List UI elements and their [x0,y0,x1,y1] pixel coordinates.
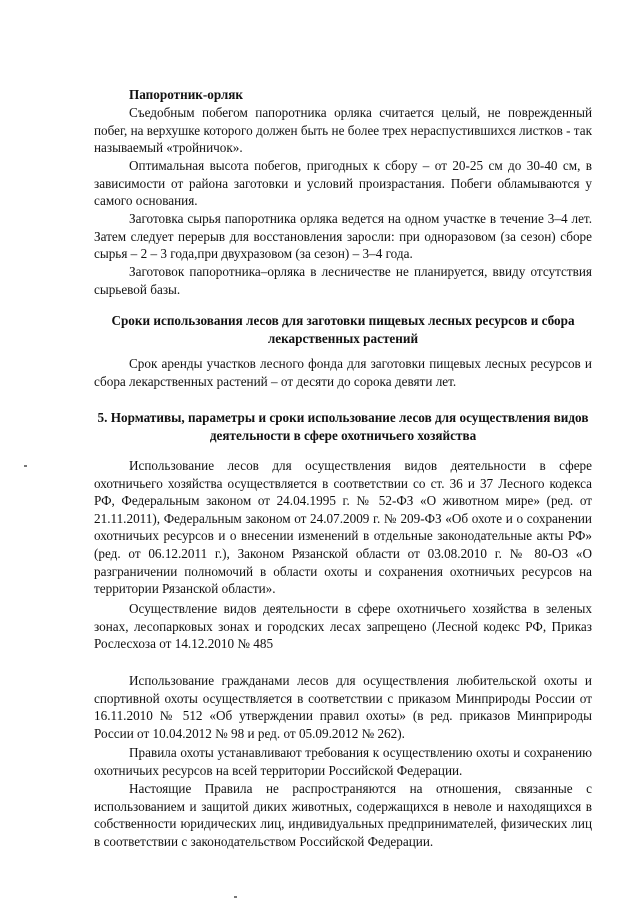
section-5-title-line-2: деятельности в сфере охотничьего хозяйства [209,427,477,443]
fern-paragraph-2: Оптимальная высота побегов, пригодных к сбору – от 20-25 см до 30-40 см, в зависимости от района заготовки и условий произрастания. Побеги обламываются у самого основания. [94,158,592,209]
terms-title-line-2: лекарственных растений [267,330,419,346]
section-5-title-line-1: 5. Нормативы, параметры и сроки использование лесов для осуществления видов [97,410,589,425]
fern-paragraph-4: Заготовок папоротника–орляка в лесничестве не планируется, ввиду отсутствия сырьевой базы. [94,264,592,297]
terms-title-line-1: Сроки использования лесов для заготовки пищевых лесных ресурсов и сбора [111,313,575,328]
fern-paragraph-1: Съедобным побегом папоротника орляка считается целый, не поврежденный побег, на верхушке которого должен быть не более трех нераспустившихся листков - так называемый «тройничок». [94,105,592,156]
hunting-paragraph-3: Использование гражданами лесов для осуществления любительской охоты и спортивной охоты осуществляется в соответствии с приказом Минприроды России от 16.11.2010 № 512 «Об утверждении правил охоты» (в ред. приказов Минприроды России от 10.04.2012 № 98 и ред. от 05.09.2012 № 262). [94,673,592,741]
hunting-paragraph-5: Настоящие Правила не распространяются на отношения, связанные с использованием и защитой диких животных, содержащихся в неволе и находящихся в собственности юридических лиц, индивидуальных предпринимателей, физических лиц в соответствии с законодательством Российской Федерации. [94,781,592,849]
scan-speck [24,465,27,467]
fern-paragraph-3: Заготовка сырья папоротника орляка ведется на одном участке в течение 3–4 лет. Затем следует перерыв для восстановления заросли: при одноразовом (за сезон) сборе сырья – 2 – 3 года,при двухразовом (за сезон) – 3–4 года. [94,211,592,262]
terms-paragraph: Срок аренды участков лесного фонда для заготовки пищевых лесных ресурсов и сбора лекарственных растений – от десяти до сорока девяти лет. [94,356,592,389]
scan-speck [234,896,237,898]
hunting-paragraph-2: Осуществление видов деятельности в сфере охотничьего хозяйства в зеленых зонах, лесопарковых зонах и городских лесах запрещено (Лесной кодекс РФ, Приказ Рослесхоза от 14.12.2010 № 485 [94,601,592,652]
hunting-paragraph-4: Правила охоты устанавливают требования к осуществлению охоты и сохранению охотничьих ресурсов на всей территории Российской Федерации. [94,745,592,778]
hunting-paragraph-1: Использование лесов для осуществления видов деятельности в сфере охотничьего хозяйства осуществляется в соответствии со ст. 36 и 37 Лесного кодекса РФ, Федеральным законом от 24.04.1995 г. № 52-ФЗ «О животном мире» (ред. от 21.11.2011), Федеральным законом от 24.07.2009 г. № 209-ФЗ «Об охоте и о сохранении охотничьих ресурсов и о внесении изменений в отдельные законодательные акты РФ» (ред. от 06.12.2011 г.), Законом Рязанской области от 03.08.2010 г. № 80-ОЗ «О разграничении полномочий в области охоты и сохранения охотничьих ресурсов на территории Рязанской области». [94,458,592,597]
section-5-title [94,409,592,444]
terms-section-title [94,312,592,347]
fern-heading: Папоротник-орляк [129,87,244,102]
